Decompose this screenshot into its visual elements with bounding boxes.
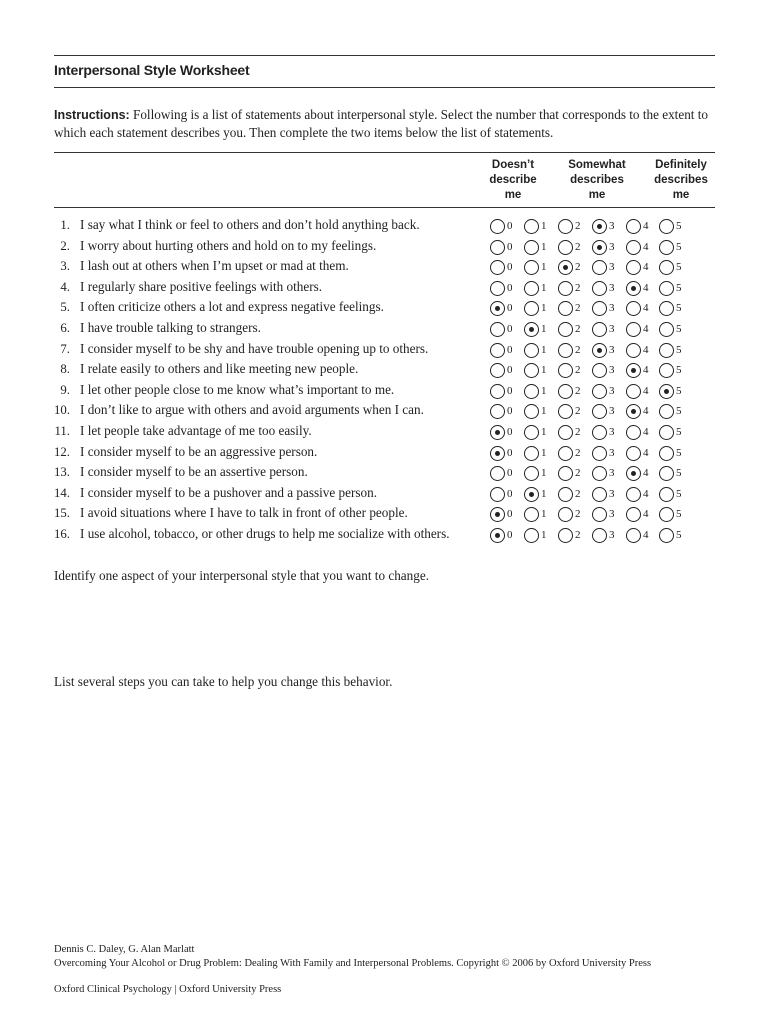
- statement-row: [0, 525, 768, 545]
- statement-text: I have trouble talking to strangers.: [80, 320, 261, 335]
- radio-circle[interactable]: [626, 322, 641, 337]
- rating-label: 5: [676, 405, 682, 418]
- rating-label: 1: [541, 343, 547, 356]
- statement-number: 5.: [60, 300, 70, 315]
- rating-label: 5: [676, 323, 682, 335]
- column-header-somewhat-describes: Somewhat describes me: [568, 159, 626, 201]
- rating-label: 2: [575, 220, 581, 232]
- rating-label: 4: [643, 281, 649, 294]
- radio-circle[interactable]: [524, 446, 539, 461]
- radio-circle[interactable]: [659, 219, 674, 234]
- statement-row: [0, 319, 768, 339]
- radio-circle[interactable]: [524, 487, 539, 502]
- rating-label: 5: [676, 467, 682, 480]
- statement-number: 12.: [54, 444, 70, 459]
- rating-label: 3: [609, 364, 615, 377]
- radio-circle[interactable]: [626, 466, 641, 481]
- radio-circle[interactable]: [558, 363, 573, 378]
- rating-label: 3: [609, 302, 615, 315]
- statement-text: I consider myself to be an aggressive person.: [80, 443, 318, 459]
- radio-circle[interactable]: [659, 425, 674, 440]
- column-header-definitely-describes: Definitely describes me: [654, 159, 708, 201]
- rating-label: 3: [609, 487, 615, 500]
- rating-label: 3: [609, 343, 615, 356]
- radio-circle[interactable]: [626, 260, 641, 275]
- statement-number: 4.: [60, 279, 70, 294]
- rating-label: 2: [575, 261, 581, 274]
- radio-circle[interactable]: [626, 507, 641, 522]
- rating-label: 1: [541, 405, 547, 418]
- radio-circle[interactable]: [490, 363, 505, 378]
- statement-text: I worry about hurting others and hold on to my feelings.: [80, 237, 377, 253]
- radio-circle[interactable]: [592, 528, 607, 543]
- statement-number: 15.: [54, 506, 70, 521]
- radio-circle[interactable]: [626, 281, 641, 296]
- rating-label: 5: [676, 343, 682, 356]
- rating-label: 1: [541, 323, 547, 335]
- rating-label: 4: [643, 261, 649, 274]
- statement-number: 16.: [54, 527, 70, 541]
- statement-row: [0, 504, 768, 524]
- radio-circle[interactable]: [490, 343, 505, 358]
- rating-label: 0: [507, 343, 513, 356]
- radio-circle[interactable]: [626, 446, 641, 461]
- rating-label: 0: [507, 384, 513, 397]
- rating-label: 1: [541, 261, 547, 274]
- radio-circle[interactable]: [659, 281, 674, 296]
- rating-label: 4: [643, 220, 649, 232]
- radio-circle[interactable]: [490, 466, 505, 481]
- radio-circle[interactable]: [558, 404, 573, 419]
- rating-label: 1: [541, 302, 547, 315]
- statement-text: I consider myself to be shy and have trouble opening up to others.: [80, 340, 429, 356]
- statement-row: [0, 381, 768, 401]
- rating-label: 4: [643, 508, 649, 521]
- radio-circle[interactable]: [659, 363, 674, 378]
- radio-circle[interactable]: [558, 322, 573, 337]
- rating-label: 3: [609, 426, 615, 438]
- column-header-doesnt-describe: Doesn’t describe me: [489, 159, 537, 201]
- radio-circle[interactable]: [558, 487, 573, 502]
- radio-circle[interactable]: [524, 466, 539, 481]
- radio-circle[interactable]: [659, 507, 674, 522]
- rating-label: 0: [507, 302, 513, 315]
- rating-label: 4: [643, 487, 649, 500]
- instructions: [54, 106, 719, 141]
- radio-circle[interactable]: [490, 301, 505, 316]
- radio-circle[interactable]: [490, 281, 505, 296]
- radio-circle[interactable]: [490, 404, 505, 419]
- rating-label: 5: [676, 240, 682, 253]
- radio-circle[interactable]: [558, 343, 573, 358]
- radio-circle[interactable]: [626, 363, 641, 378]
- footer-publisher: Oxford Clinical Psychology | Oxford University Press: [54, 984, 282, 995]
- statement-row: [0, 237, 768, 257]
- statement-row: [0, 340, 768, 360]
- statement-number: 10.: [54, 403, 70, 418]
- statement-text: I avoid situations where I have to talk in front of other people.: [80, 505, 408, 521]
- radio-circle[interactable]: [659, 240, 674, 255]
- radio-circle[interactable]: [558, 446, 573, 461]
- radio-circle[interactable]: [659, 528, 674, 543]
- radio-circle[interactable]: [558, 281, 573, 296]
- rating-label: 2: [575, 446, 581, 459]
- question-change-aspect: Identify one aspect of your interpersonal style that you want to change.: [54, 568, 429, 583]
- statement-text: I consider myself to be a pushover and a passive person.: [80, 484, 378, 500]
- statement-text: I let people take advantage of me too easily.: [80, 423, 312, 438]
- radio-circle[interactable]: [659, 260, 674, 275]
- rating-label: 5: [676, 529, 682, 541]
- rating-label: 1: [541, 426, 547, 438]
- top-rule: [54, 55, 715, 56]
- radio-circle[interactable]: [524, 281, 539, 296]
- statement-text: I say what I think or feel to others and don’t hold anything back.: [80, 217, 420, 232]
- radio-circle[interactable]: [524, 260, 539, 275]
- statement-number: 8.: [60, 362, 70, 377]
- rating-label: 3: [609, 261, 615, 274]
- rating-label: 4: [643, 426, 649, 438]
- rating-label: 0: [507, 240, 513, 253]
- statement-row: [0, 298, 768, 318]
- rating-label: 1: [541, 508, 547, 521]
- radio-circle[interactable]: [659, 487, 674, 502]
- rating-label: 2: [575, 302, 581, 315]
- radio-circle[interactable]: [524, 322, 539, 337]
- radio-circle[interactable]: [659, 301, 674, 316]
- rating-label: 2: [575, 529, 581, 541]
- statement-number: 9.: [60, 382, 70, 397]
- statement-number: 2.: [60, 238, 70, 253]
- radio-circle[interactable]: [558, 384, 573, 399]
- radio-circle[interactable]: [558, 240, 573, 255]
- radio-circle[interactable]: [490, 446, 505, 461]
- statement-number: 3.: [60, 259, 70, 274]
- radio-circle[interactable]: [524, 425, 539, 440]
- rating-label: 4: [643, 302, 649, 315]
- rating-label: 1: [541, 446, 547, 459]
- statement-number: 7.: [60, 341, 70, 356]
- radio-circle[interactable]: [592, 425, 607, 440]
- radio-circle[interactable]: [592, 281, 607, 296]
- rating-label: 2: [575, 467, 581, 480]
- statement-row: [0, 216, 768, 236]
- radio-circle[interactable]: [592, 219, 607, 234]
- rating-label: 3: [609, 529, 615, 541]
- rating-label: 5: [676, 384, 682, 397]
- rating-label: 1: [541, 487, 547, 500]
- radio-circle[interactable]: [659, 384, 674, 399]
- statement-row: [0, 422, 768, 442]
- statement-text: I relate easily to others and like meeting new people.: [80, 361, 359, 377]
- statement-text: I lash out at others when I’m upset or mad at them.: [80, 258, 349, 274]
- radio-circle[interactable]: [592, 466, 607, 481]
- rating-label: 5: [676, 426, 682, 438]
- rating-label: 1: [541, 240, 547, 253]
- radio-circle[interactable]: [626, 343, 641, 358]
- rating-label: 0: [507, 281, 513, 294]
- rating-label: 3: [609, 323, 615, 335]
- rating-label: 0: [507, 508, 513, 521]
- radio-circle[interactable]: [490, 528, 505, 543]
- rating-label: 1: [541, 220, 547, 232]
- rating-label: 2: [575, 487, 581, 500]
- rating-label: 4: [643, 343, 649, 356]
- radio-circle[interactable]: [626, 301, 641, 316]
- radio-circle[interactable]: [490, 260, 505, 275]
- rating-label: 3: [609, 281, 615, 294]
- rating-label: 3: [609, 446, 615, 459]
- radio-circle[interactable]: [592, 322, 607, 337]
- rating-label: 2: [575, 281, 581, 294]
- radio-circle[interactable]: [659, 446, 674, 461]
- rating-label: 5: [676, 220, 682, 232]
- rating-label: 4: [643, 384, 649, 397]
- radio-circle[interactable]: [659, 343, 674, 358]
- radio-circle[interactable]: [592, 404, 607, 419]
- radio-circle[interactable]: [490, 240, 505, 255]
- rating-label: 5: [676, 364, 682, 377]
- rating-label: 4: [643, 323, 649, 335]
- statement-row: [0, 278, 768, 298]
- radio-circle[interactable]: [626, 240, 641, 255]
- statement-row: [0, 401, 768, 421]
- rating-label: 2: [575, 508, 581, 521]
- rating-label: 0: [507, 446, 513, 459]
- statement-row: [0, 257, 768, 277]
- statement-number: 1.: [60, 218, 70, 232]
- radio-circle[interactable]: [558, 425, 573, 440]
- statement-number: 13.: [54, 465, 70, 480]
- rating-label: 3: [609, 405, 615, 418]
- radio-circle[interactable]: [626, 487, 641, 502]
- rating-label: 0: [507, 220, 513, 232]
- radio-circle[interactable]: [626, 384, 641, 399]
- radio-circle[interactable]: [592, 260, 607, 275]
- rating-label: 5: [676, 302, 682, 315]
- statement-row: [0, 360, 768, 380]
- radio-circle[interactable]: [524, 507, 539, 522]
- rating-label: 4: [643, 240, 649, 253]
- radio-circle[interactable]: [490, 219, 505, 234]
- rating-label: 5: [676, 508, 682, 521]
- statement-number: 11.: [54, 424, 70, 438]
- radio-circle[interactable]: [524, 363, 539, 378]
- rating-label: 3: [609, 384, 615, 397]
- rating-label: 5: [676, 281, 682, 294]
- header-bottom-rule: [54, 207, 715, 208]
- rating-label: 0: [507, 261, 513, 274]
- rating-label: 0: [507, 529, 513, 541]
- question-steps: List several steps you can take to help you change this behavior.: [54, 674, 393, 689]
- rating-label: 2: [575, 364, 581, 377]
- rating-label: 4: [643, 405, 649, 418]
- radio-circle[interactable]: [558, 507, 573, 522]
- radio-circle[interactable]: [558, 219, 573, 234]
- title-rule: [54, 87, 715, 88]
- rating-label: 3: [609, 240, 615, 253]
- radio-circle[interactable]: [490, 425, 505, 440]
- radio-circle[interactable]: [626, 528, 641, 543]
- radio-circle[interactable]: [592, 507, 607, 522]
- rating-label: 3: [609, 467, 615, 480]
- radio-circle[interactable]: [524, 240, 539, 255]
- radio-circle[interactable]: [524, 404, 539, 419]
- rating-label: 2: [575, 405, 581, 418]
- radio-circle[interactable]: [490, 507, 505, 522]
- rating-label: 1: [541, 467, 547, 480]
- rating-label: 2: [575, 240, 581, 253]
- rating-label: 3: [609, 220, 615, 232]
- header-top-rule: [54, 152, 715, 153]
- statement-row: [0, 484, 768, 504]
- radio-circle[interactable]: [659, 404, 674, 419]
- radio-circle[interactable]: [592, 446, 607, 461]
- radio-circle[interactable]: [592, 343, 607, 358]
- rating-label: 1: [541, 364, 547, 377]
- statement-text: I use alcohol, tobacco, or other drugs to help me socialize with others.: [80, 526, 450, 541]
- rating-label: 0: [507, 364, 513, 377]
- statement-text: I let other people close to me know what’s important to me.: [80, 381, 395, 397]
- footer-citation: Overcoming Your Alcohol or Drug Problem: Dealing With Family and Interpersonal Problems. Copyright © 2006 by Oxford University Press: [54, 958, 652, 969]
- radio-circle[interactable]: [558, 528, 573, 543]
- rating-label: 2: [575, 426, 581, 438]
- radio-circle[interactable]: [558, 260, 573, 275]
- radio-circle[interactable]: [592, 487, 607, 502]
- instructions-text: Following is a list of statements about interpersonal style. Select the number that corresponds to the extent to which each statement describes you. Then complete the two items below the list of statements.: [54, 107, 709, 140]
- rating-label: 2: [575, 323, 581, 335]
- radio-circle[interactable]: [524, 528, 539, 543]
- rating-label: 2: [575, 343, 581, 356]
- radio-circle[interactable]: [626, 425, 641, 440]
- rating-label: 0: [507, 405, 513, 418]
- radio-circle[interactable]: [592, 384, 607, 399]
- rating-label: 0: [507, 467, 513, 480]
- rating-label: 4: [643, 364, 649, 377]
- statement-row: [0, 463, 768, 483]
- radio-circle[interactable]: [524, 384, 539, 399]
- radio-circle[interactable]: [626, 219, 641, 234]
- radio-circle[interactable]: [659, 322, 674, 337]
- radio-circle[interactable]: [626, 404, 641, 419]
- rating-label: 4: [643, 446, 649, 459]
- rating-label: 5: [676, 261, 682, 274]
- rating-label: 0: [507, 426, 513, 438]
- rating-label: 0: [507, 323, 513, 335]
- statement-row: [0, 443, 768, 463]
- rating-label: 1: [541, 529, 547, 541]
- radio-circle[interactable]: [490, 487, 505, 502]
- statement-text: I often criticize others a lot and express negative feelings.: [80, 299, 384, 315]
- statement-text: I don’t like to argue with others and avoid arguments when I can.: [80, 402, 424, 418]
- statement-text: I regularly share positive feelings with others.: [80, 278, 323, 294]
- statement-number: 6.: [60, 321, 70, 335]
- radio-circle[interactable]: [592, 301, 607, 316]
- statement-text: I consider myself to be an assertive person.: [80, 464, 308, 480]
- radio-circle[interactable]: [524, 301, 539, 316]
- radio-circle[interactable]: [659, 466, 674, 481]
- radio-circle[interactable]: [524, 343, 539, 358]
- statement-number: 14.: [54, 485, 70, 500]
- rating-label: 3: [609, 508, 615, 521]
- radio-circle[interactable]: [558, 466, 573, 481]
- worksheet-title: Interpersonal Style Worksheet: [54, 62, 250, 78]
- rating-label: 4: [643, 529, 649, 541]
- rating-label: 2: [575, 384, 581, 397]
- radio-circle[interactable]: [524, 219, 539, 234]
- rating-label: 5: [676, 487, 682, 500]
- footer-authors: Dennis C. Daley, G. Alan Marlatt: [54, 944, 195, 955]
- radio-circle[interactable]: [558, 301, 573, 316]
- radio-circle[interactable]: [490, 384, 505, 399]
- rating-label: 0: [507, 487, 513, 500]
- rating-label: 5: [676, 446, 682, 459]
- radio-circle[interactable]: [490, 322, 505, 337]
- radio-circle[interactable]: [592, 240, 607, 255]
- rating-label: 1: [541, 384, 547, 397]
- instructions-label: Instructions:: [54, 108, 130, 122]
- rating-label: 1: [541, 281, 547, 294]
- rating-label: 4: [643, 467, 649, 480]
- radio-circle[interactable]: [592, 363, 607, 378]
